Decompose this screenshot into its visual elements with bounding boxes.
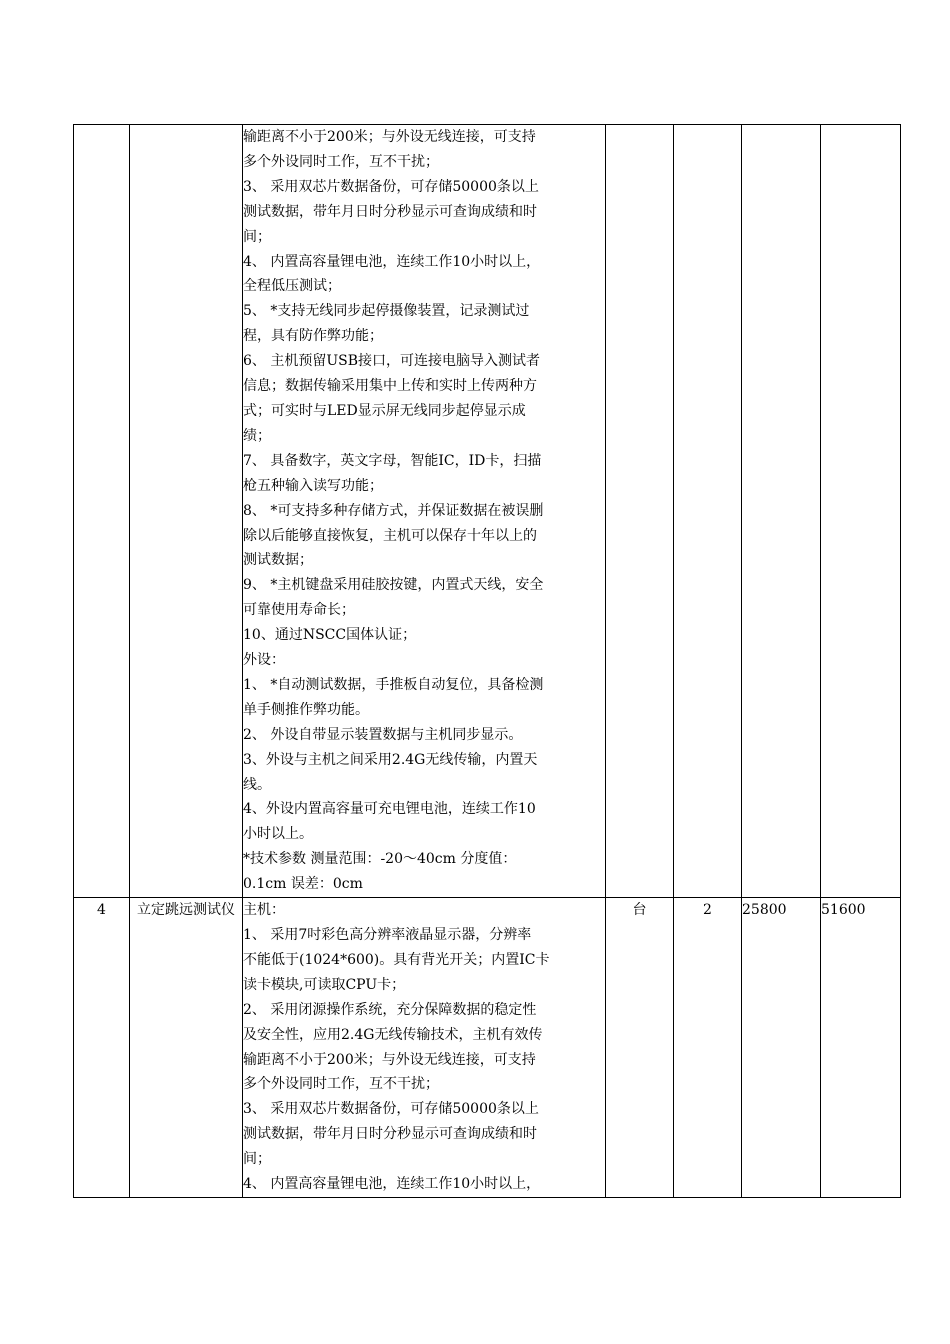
- description-line: 间；: [243, 228, 271, 245]
- description-line: 1、 *自动测试数据，手推板自动复位，具备检测: [243, 676, 544, 693]
- description-line: 输距离不小于200米；与外设无线连接，可支持: [243, 129, 536, 145]
- description-line: 8、 *可支持多种存储方式，并保证数据在被误删: [243, 502, 544, 519]
- description-line: 1、 采用7吋彩色高分辨率液晶显示器，分辨率: [243, 927, 532, 943]
- description-line: 线。: [243, 776, 271, 793]
- description-line: 3、 采用双芯片数据备份，可存储50000条以上: [243, 178, 539, 195]
- equipment-spec-table: [73, 124, 901, 1198]
- description-line: 输距离不小于200米；与外设无线连接，可支持: [243, 1051, 536, 1068]
- description-line: 6、 主机预留USB接口，可连接电脑导入测试者: [243, 353, 541, 370]
- description-line: 多个外设同时工作，互不干扰；: [243, 1076, 439, 1093]
- description-line: 程，具有防作弊功能；: [243, 328, 383, 345]
- quantity-cell: 2: [674, 898, 742, 1198]
- item-description-cell: [243, 125, 606, 898]
- description-line: 除以后能够直接恢复，主机可以保存十年以上的: [243, 527, 537, 544]
- table-row: [74, 898, 901, 1198]
- row-number-cell: 4: [74, 898, 130, 1198]
- description-line: 外设：: [243, 652, 285, 669]
- description-line: 间；: [243, 1151, 271, 1168]
- description-line: 3、外设与主机之间采用2.4G无线传输，内置天: [243, 751, 538, 768]
- description-line: 4、外设内置高容量可充电锂电池，连续工作10: [243, 801, 536, 818]
- description-line: 主机：: [243, 902, 285, 919]
- description-line: 全程低压测试；: [243, 278, 341, 295]
- unit-price-cell: [742, 125, 821, 898]
- description-line: 信息；数据传输采用集中上传和实时上传两种方: [243, 378, 537, 395]
- description-line: 测试数据；: [243, 552, 313, 569]
- description-line: 枪五种输入读写功能；: [243, 477, 383, 494]
- description-line: 及安全性，应用2.4G无线传输技术，主机有效传: [243, 1026, 543, 1043]
- table-row: [74, 125, 901, 898]
- unit-price-cell: 25800: [742, 898, 821, 1198]
- description-line: *技术参数 测量范围：-20～40cm 分度值：: [243, 851, 517, 868]
- description-line: 测试数据，带年月日时分秒显示可查询成绩和时: [243, 1126, 537, 1143]
- description-line: 2、 采用闭源操作系统，充分保障数据的稳定性: [243, 1001, 537, 1018]
- description-line: 绩；: [243, 427, 271, 444]
- total-price-cell: 51600: [821, 898, 901, 1198]
- description-line: 多个外设同时工作，互不干扰；: [243, 153, 439, 170]
- row-number-cell: [74, 125, 130, 898]
- description-line: 读卡模块,可读取CPU卡；: [243, 976, 406, 993]
- description-line: 9、 *主机键盘采用硅胶按键，内置式天线，安全: [243, 577, 544, 594]
- item-description-cell: [243, 898, 606, 1198]
- description-line: 3、 采用双芯片数据备份，可存储50000条以上: [243, 1101, 539, 1118]
- item-name-cell: [130, 125, 243, 898]
- unit-cell: [606, 125, 674, 898]
- description-lines: [243, 898, 605, 1197]
- description-line: 7、 具备数字，英文字母，智能IC，ID卡，扫描: [243, 452, 542, 469]
- description-line: 单手侧推作弊功能。: [243, 701, 369, 718]
- item-name-cell: 立定跳远测试仪: [130, 898, 243, 1198]
- description-line: 测试数据，带年月日时分秒显示可查询成绩和时: [243, 203, 537, 220]
- description-line: 小时以上。: [243, 826, 313, 843]
- description-line: 式；可实时与LED显示屏无线同步起停显示成: [243, 402, 526, 419]
- description-line: 5、 *支持无线同步起停摄像装置，记录测试过: [243, 303, 530, 320]
- description-line: 0.1cm 误差：0cm: [243, 876, 363, 893]
- description-line: 可靠使用寿命长；: [243, 602, 355, 619]
- description-line: 4、 内置高容量锂电池，连续工作10小时以上，: [243, 253, 541, 270]
- description-line: 10、通过NSCC国体认证；: [243, 627, 417, 644]
- description-line: 4、 内置高容量锂电池，连续工作10小时以上，: [243, 1176, 541, 1193]
- description-lines: [243, 125, 605, 897]
- description-line: 2、 外设自带显示装置数据与主机同步显示。: [243, 726, 523, 743]
- quantity-cell: [674, 125, 742, 898]
- description-line: 不能低于(1024*600)。具有背光开关；内置IC卡: [243, 951, 550, 968]
- unit-cell: 台: [606, 898, 674, 1198]
- total-price-cell: [821, 125, 901, 898]
